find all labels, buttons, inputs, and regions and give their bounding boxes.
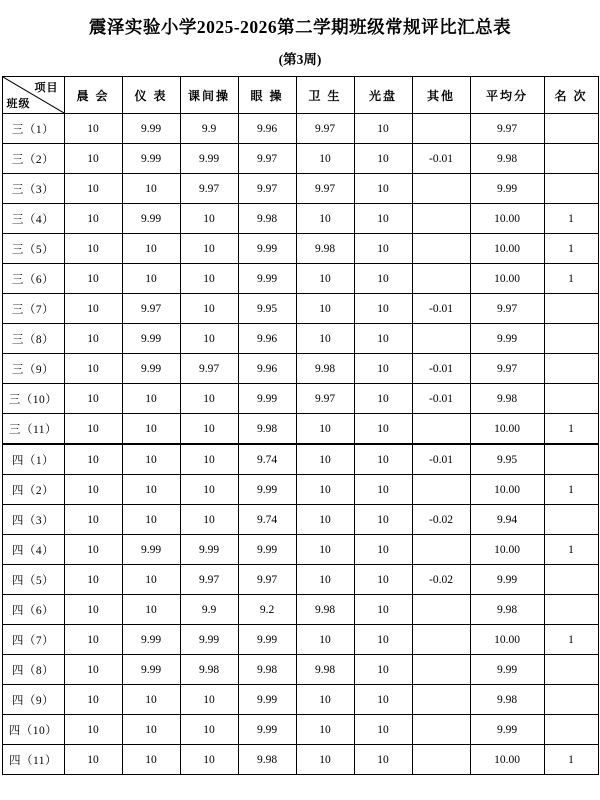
cell-eye-exercise: 9.99 — [238, 264, 296, 294]
cell-morning-meeting: 10 — [64, 595, 122, 625]
cell-average: 9.97 — [470, 354, 544, 384]
cell-hygiene: 10 — [296, 565, 354, 595]
row-class-label: 三（8） — [2, 324, 64, 354]
cell-clean-plate: 10 — [354, 114, 412, 144]
cell-morning-meeting: 10 — [64, 144, 122, 174]
cell-appearance: 10 — [122, 505, 180, 535]
table-row — [2, 294, 598, 324]
cell-eye-exercise: 9.95 — [238, 294, 296, 324]
page-title: 震泽实验小学2025-2026第二学期班级常规评比汇总表 — [88, 17, 512, 37]
cell-average: 9.99 — [470, 565, 544, 595]
table-row — [2, 715, 598, 745]
cell-appearance: 10 — [122, 685, 180, 715]
table-row — [2, 144, 598, 174]
cell-eye-exercise: 9.99 — [238, 685, 296, 715]
cell-other — [412, 324, 470, 354]
cell-recess-exercise: 9.9 — [180, 114, 238, 144]
table-row — [2, 114, 598, 144]
table-row — [2, 324, 598, 354]
cell-other: -0.02 — [412, 565, 470, 595]
header-corner-cell — [2, 77, 64, 114]
cell-other — [412, 715, 470, 745]
cell-appearance: 10 — [122, 414, 180, 445]
cell-other — [412, 264, 470, 294]
cell-appearance: 10 — [122, 595, 180, 625]
row-class-label: 三（3） — [2, 174, 64, 204]
cell-appearance: 9.99 — [122, 204, 180, 234]
column-header-average: 平均分 — [470, 77, 544, 114]
cell-appearance: 9.99 — [122, 625, 180, 655]
row-class-label: 三（5） — [2, 234, 64, 264]
row-class-label: 四（3） — [2, 505, 64, 535]
cell-appearance: 9.99 — [122, 324, 180, 354]
cell-morning-meeting: 10 — [64, 294, 122, 324]
column-header-clean-plate: 光盘 — [354, 77, 412, 114]
cell-recess-exercise: 9.9 — [180, 595, 238, 625]
row-class-label: 四（6） — [2, 595, 64, 625]
cell-rank — [544, 294, 598, 324]
cell-rank — [544, 505, 598, 535]
cell-rank — [544, 595, 598, 625]
evaluation-table — [2, 76, 599, 775]
cell-clean-plate: 10 — [354, 475, 412, 505]
table-row — [2, 264, 598, 294]
cell-rank — [544, 324, 598, 354]
cell-recess-exercise: 10 — [180, 204, 238, 234]
cell-clean-plate: 10 — [354, 685, 412, 715]
cell-average: 10.00 — [470, 625, 544, 655]
cell-hygiene: 9.98 — [296, 595, 354, 625]
cell-recess-exercise: 9.97 — [180, 354, 238, 384]
cell-morning-meeting: 10 — [64, 625, 122, 655]
table-header-row — [2, 77, 598, 114]
table-row — [2, 535, 598, 565]
cell-average: 9.97 — [470, 294, 544, 324]
cell-hygiene: 10 — [296, 505, 354, 535]
row-class-label: 三（6） — [2, 264, 64, 294]
table-row — [2, 745, 598, 775]
cell-rank — [544, 174, 598, 204]
cell-morning-meeting: 10 — [64, 535, 122, 565]
cell-clean-plate: 10 — [354, 414, 412, 445]
cell-clean-plate: 10 — [354, 625, 412, 655]
cell-hygiene: 10 — [296, 144, 354, 174]
cell-morning-meeting: 10 — [64, 114, 122, 144]
cell-other — [412, 595, 470, 625]
cell-average: 10.00 — [470, 745, 544, 775]
cell-eye-exercise: 9.99 — [238, 715, 296, 745]
cell-hygiene: 9.97 — [296, 384, 354, 414]
cell-morning-meeting: 10 — [64, 685, 122, 715]
cell-morning-meeting: 10 — [64, 655, 122, 685]
header-corner-class-label: 班级 — [6, 98, 31, 110]
row-class-label: 四（1） — [2, 444, 64, 475]
cell-recess-exercise: 10 — [180, 475, 238, 505]
cell-eye-exercise: 9.96 — [238, 354, 296, 384]
cell-average: 10.00 — [470, 264, 544, 294]
cell-average: 9.98 — [470, 595, 544, 625]
row-class-label: 三（9） — [2, 354, 64, 384]
cell-rank: 1 — [544, 625, 598, 655]
cell-rank: 1 — [544, 234, 598, 264]
cell-other: -0.02 — [412, 505, 470, 535]
cell-clean-plate: 10 — [354, 565, 412, 595]
cell-eye-exercise: 9.99 — [238, 535, 296, 565]
cell-morning-meeting: 10 — [64, 174, 122, 204]
cell-rank: 1 — [544, 414, 598, 445]
row-class-label: 三（4） — [2, 204, 64, 234]
table-row — [2, 475, 598, 505]
cell-other — [412, 204, 470, 234]
cell-average: 9.95 — [470, 444, 544, 475]
cell-eye-exercise: 9.97 — [238, 174, 296, 204]
cell-rank — [544, 444, 598, 475]
cell-morning-meeting: 10 — [64, 384, 122, 414]
cell-recess-exercise: 10 — [180, 264, 238, 294]
cell-recess-exercise: 10 — [180, 745, 238, 775]
cell-clean-plate: 10 — [354, 444, 412, 475]
cell-other — [412, 114, 470, 144]
row-class-label: 四（11） — [2, 745, 64, 775]
cell-other — [412, 174, 470, 204]
cell-clean-plate: 10 — [354, 595, 412, 625]
cell-appearance: 10 — [122, 565, 180, 595]
cell-rank: 1 — [544, 475, 598, 505]
cell-other: -0.01 — [412, 354, 470, 384]
cell-clean-plate: 10 — [354, 384, 412, 414]
cell-recess-exercise: 9.98 — [180, 655, 238, 685]
cell-eye-exercise: 9.99 — [238, 234, 296, 264]
page-subtitle: (第3周) — [278, 52, 322, 67]
cell-eye-exercise: 9.98 — [238, 655, 296, 685]
cell-rank: 1 — [544, 204, 598, 234]
cell-appearance: 10 — [122, 444, 180, 475]
cell-eye-exercise: 9.96 — [238, 114, 296, 144]
cell-recess-exercise: 9.99 — [180, 144, 238, 174]
cell-appearance: 9.99 — [122, 354, 180, 384]
cell-eye-exercise: 9.74 — [238, 505, 296, 535]
column-header-hygiene: 卫 生 — [296, 77, 354, 114]
cell-recess-exercise: 10 — [180, 414, 238, 445]
cell-rank: 1 — [544, 264, 598, 294]
cell-other — [412, 535, 470, 565]
cell-recess-exercise: 10 — [180, 234, 238, 264]
cell-hygiene: 10 — [296, 715, 354, 745]
cell-other — [412, 475, 470, 505]
cell-hygiene: 10 — [296, 625, 354, 655]
cell-clean-plate: 10 — [354, 745, 412, 775]
cell-average: 9.99 — [470, 655, 544, 685]
cell-recess-exercise: 10 — [180, 324, 238, 354]
cell-hygiene: 10 — [296, 475, 354, 505]
cell-average: 10.00 — [470, 475, 544, 505]
cell-rank — [544, 715, 598, 745]
cell-recess-exercise: 9.97 — [180, 174, 238, 204]
table-row — [2, 444, 598, 475]
cell-morning-meeting: 10 — [64, 324, 122, 354]
cell-hygiene: 10 — [296, 294, 354, 324]
row-class-label: 三（2） — [2, 144, 64, 174]
cell-eye-exercise: 9.99 — [238, 384, 296, 414]
table-row — [2, 414, 598, 445]
cell-other: -0.01 — [412, 444, 470, 475]
cell-rank — [544, 685, 598, 715]
cell-hygiene: 9.97 — [296, 174, 354, 204]
cell-other — [412, 234, 470, 264]
cell-eye-exercise: 9.96 — [238, 324, 296, 354]
cell-average: 10.00 — [470, 234, 544, 264]
cell-appearance: 9.99 — [122, 144, 180, 174]
column-header-other: 其他 — [412, 77, 470, 114]
cell-average: 9.94 — [470, 505, 544, 535]
cell-average: 9.98 — [470, 384, 544, 414]
cell-average: 9.97 — [470, 114, 544, 144]
cell-clean-plate: 10 — [354, 174, 412, 204]
cell-average: 10.00 — [470, 414, 544, 445]
row-class-label: 三（11） — [2, 414, 64, 445]
row-class-label: 三（10） — [2, 384, 64, 414]
column-header-recess-exercise: 课间操 — [180, 77, 238, 114]
cell-recess-exercise: 9.97 — [180, 565, 238, 595]
cell-clean-plate: 10 — [354, 324, 412, 354]
cell-appearance: 10 — [122, 475, 180, 505]
cell-morning-meeting: 10 — [64, 414, 122, 445]
cell-appearance: 9.99 — [122, 114, 180, 144]
row-class-label: 四（7） — [2, 625, 64, 655]
cell-eye-exercise: 9.2 — [238, 595, 296, 625]
row-class-label: 三（1） — [2, 114, 64, 144]
cell-average: 10.00 — [470, 204, 544, 234]
row-class-label: 三（7） — [2, 294, 64, 324]
cell-average: 9.98 — [470, 144, 544, 174]
cell-eye-exercise: 9.97 — [238, 565, 296, 595]
cell-recess-exercise: 9.99 — [180, 535, 238, 565]
cell-clean-plate: 10 — [354, 294, 412, 324]
cell-clean-plate: 10 — [354, 144, 412, 174]
table-row — [2, 595, 598, 625]
cell-eye-exercise: 9.97 — [238, 144, 296, 174]
cell-recess-exercise: 10 — [180, 505, 238, 535]
row-class-label: 四（4） — [2, 535, 64, 565]
row-class-label: 四（8） — [2, 655, 64, 685]
cell-rank: 1 — [544, 745, 598, 775]
cell-other — [412, 655, 470, 685]
table-row — [2, 174, 598, 204]
cell-appearance: 9.99 — [122, 535, 180, 565]
row-class-label: 四（10） — [2, 715, 64, 745]
cell-morning-meeting: 10 — [64, 565, 122, 595]
table-row — [2, 204, 598, 234]
cell-hygiene: 9.98 — [296, 655, 354, 685]
cell-average: 9.99 — [470, 174, 544, 204]
cell-average: 9.99 — [470, 324, 544, 354]
cell-clean-plate: 10 — [354, 264, 412, 294]
cell-recess-exercise: 10 — [180, 384, 238, 414]
cell-morning-meeting: 10 — [64, 745, 122, 775]
table-row — [2, 384, 598, 414]
cell-morning-meeting: 10 — [64, 234, 122, 264]
cell-other — [412, 625, 470, 655]
column-header-appearance: 仪 表 — [122, 77, 180, 114]
cell-appearance: 10 — [122, 234, 180, 264]
header-corner-item-label: 项目 — [34, 82, 59, 94]
cell-eye-exercise: 9.99 — [238, 475, 296, 505]
cell-rank — [544, 144, 598, 174]
column-header-rank: 名 次 — [544, 77, 598, 114]
cell-rank — [544, 565, 598, 595]
cell-appearance: 10 — [122, 264, 180, 294]
cell-hygiene: 9.97 — [296, 114, 354, 144]
cell-clean-plate: 10 — [354, 204, 412, 234]
cell-rank — [544, 114, 598, 144]
cell-clean-plate: 10 — [354, 715, 412, 745]
cell-other: -0.01 — [412, 294, 470, 324]
cell-morning-meeting: 10 — [64, 505, 122, 535]
cell-other: -0.01 — [412, 144, 470, 174]
cell-recess-exercise: 10 — [180, 444, 238, 475]
cell-hygiene: 10 — [296, 685, 354, 715]
cell-morning-meeting: 10 — [64, 264, 122, 294]
table-row — [2, 505, 598, 535]
cell-appearance: 10 — [122, 715, 180, 745]
cell-rank — [544, 655, 598, 685]
cell-recess-exercise: 10 — [180, 294, 238, 324]
cell-morning-meeting: 10 — [64, 715, 122, 745]
column-header-morning-meeting: 晨 会 — [64, 77, 122, 114]
cell-morning-meeting: 10 — [64, 354, 122, 384]
cell-hygiene: 10 — [296, 745, 354, 775]
cell-morning-meeting: 10 — [64, 204, 122, 234]
cell-hygiene: 10 — [296, 414, 354, 445]
cell-eye-exercise: 9.98 — [238, 414, 296, 445]
cell-recess-exercise: 10 — [180, 715, 238, 745]
table-row — [2, 655, 598, 685]
cell-morning-meeting: 10 — [64, 444, 122, 475]
table-row — [2, 685, 598, 715]
cell-hygiene: 10 — [296, 204, 354, 234]
table-row — [2, 354, 598, 384]
cell-appearance: 9.97 — [122, 294, 180, 324]
row-class-label: 四（5） — [2, 565, 64, 595]
cell-rank: 1 — [544, 535, 598, 565]
cell-clean-plate: 10 — [354, 505, 412, 535]
cell-appearance: 10 — [122, 174, 180, 204]
cell-eye-exercise: 9.74 — [238, 444, 296, 475]
cell-hygiene: 10 — [296, 264, 354, 294]
cell-eye-exercise: 9.98 — [238, 745, 296, 775]
table-row — [2, 565, 598, 595]
row-class-label: 四（9） — [2, 685, 64, 715]
cell-other — [412, 745, 470, 775]
cell-clean-plate: 10 — [354, 655, 412, 685]
cell-average: 9.99 — [470, 715, 544, 745]
cell-clean-plate: 10 — [354, 535, 412, 565]
cell-other — [412, 685, 470, 715]
cell-hygiene: 10 — [296, 324, 354, 354]
cell-hygiene: 9.98 — [296, 234, 354, 264]
cell-clean-plate: 10 — [354, 234, 412, 264]
cell-other — [412, 414, 470, 445]
cell-average: 9.98 — [470, 685, 544, 715]
cell-rank — [544, 384, 598, 414]
cell-other: -0.01 — [412, 384, 470, 414]
cell-morning-meeting: 10 — [64, 475, 122, 505]
column-header-eye-exercise: 眼 操 — [238, 77, 296, 114]
cell-average: 10.00 — [470, 535, 544, 565]
cell-appearance: 9.99 — [122, 655, 180, 685]
cell-hygiene: 10 — [296, 535, 354, 565]
cell-hygiene: 9.98 — [296, 354, 354, 384]
cell-recess-exercise: 9.99 — [180, 625, 238, 655]
cell-clean-plate: 10 — [354, 354, 412, 384]
table-body — [2, 114, 598, 775]
cell-eye-exercise: 9.99 — [238, 625, 296, 655]
cell-eye-exercise: 9.98 — [238, 204, 296, 234]
table-row — [2, 625, 598, 655]
row-class-label: 四（2） — [2, 475, 64, 505]
table-row — [2, 234, 598, 264]
cell-appearance: 10 — [122, 384, 180, 414]
cell-recess-exercise: 10 — [180, 685, 238, 715]
cell-rank — [544, 354, 598, 384]
cell-hygiene: 10 — [296, 444, 354, 475]
cell-appearance: 10 — [122, 745, 180, 775]
